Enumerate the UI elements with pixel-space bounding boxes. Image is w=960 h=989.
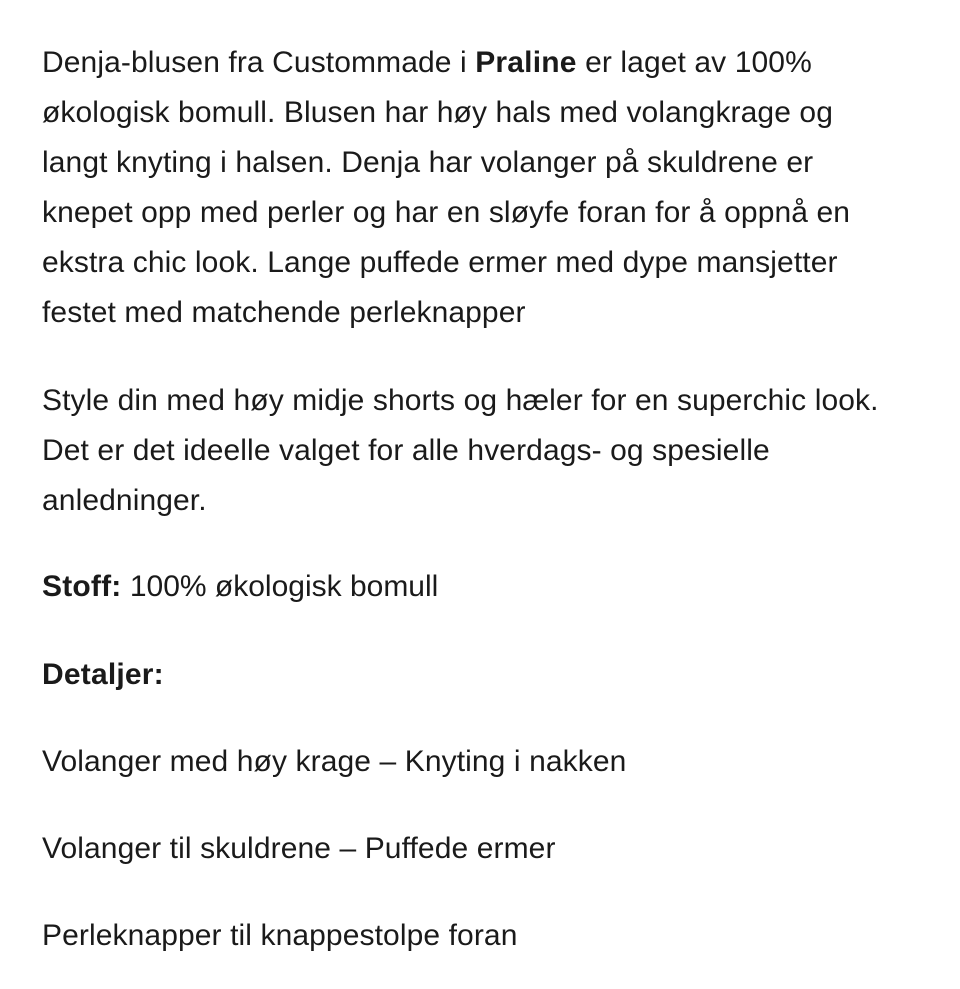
detail-item: Volanger med høy krage – Knyting i nakken <box>42 745 627 778</box>
detail-spacer-3 <box>42 874 904 911</box>
detail-item: Volanger til skuldrene – Puffede ermer <box>42 832 556 865</box>
detail-item: Perleknapper til knappestolpe foran <box>42 919 518 952</box>
detail-spacer-1 <box>42 700 904 737</box>
fabric-value: 100% økologisk bomull <box>129 570 439 603</box>
intro-text-after: er laget av 100% økologisk bomull. Blusen har høy hals med volangkrage og langt knyting i halsen. Denja har volanger på skuldrene er knepet opp med perler og har en sløyfe foran for å oppnå en ekstra chic look. Lange puffede ermer med dype mansjetter festet med matchende perleknapper <box>42 46 851 329</box>
fabric-label: Stoff: <box>42 570 122 603</box>
paragraph-spacer <box>42 338 904 376</box>
details-heading: Detaljer: <box>42 658 164 691</box>
heading-spacer <box>42 612 904 650</box>
intro-text-before: Denja-blusen fra Custommade i <box>42 46 476 79</box>
intro-paragraph <box>42 38 902 338</box>
fabric-spec <box>42 562 904 612</box>
styling-paragraph: Style din med høy midje shorts og hæler for en superchic look. Det er det ideelle valget for alle hverdags- og spesielle anledninger. <box>42 384 879 517</box>
colour-name-emphasis: Praline <box>475 46 577 79</box>
section-spacer <box>42 526 904 562</box>
detail-spacer-2 <box>42 787 904 824</box>
